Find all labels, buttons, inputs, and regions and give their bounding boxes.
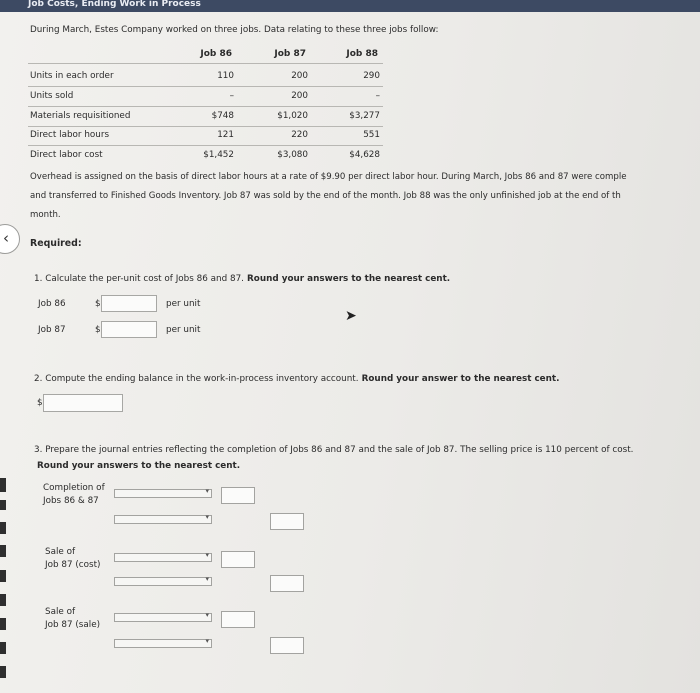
entry1-credit-account-select[interactable]: [114, 515, 212, 524]
chevron-down-icon: ▾: [205, 611, 209, 619]
entry2-credit-amount[interactable]: [270, 575, 304, 592]
entry1-label-2: Jobs 86 & 87: [43, 496, 99, 506]
q1-job87-currency: $: [95, 325, 101, 335]
row-label-materials: Materials requisitioned: [30, 111, 131, 121]
entry2-credit-account-select[interactable]: [114, 577, 212, 586]
chevron-down-icon: ▾: [205, 487, 209, 495]
q3-round-note: Round your answers to the nearest cent.: [37, 461, 241, 471]
cell-materials-87: $1,020: [277, 111, 308, 121]
row-divider: [28, 106, 383, 107]
table-divider: [28, 63, 383, 64]
left-edge-mark: [0, 594, 6, 606]
cell-labor-cost-88: $4,628: [349, 150, 380, 160]
cell-units-sold-86: –: [229, 91, 234, 101]
row-divider: [28, 145, 383, 146]
back-button[interactable]: [0, 224, 20, 254]
row-label-labor-hours: Direct labor hours: [30, 130, 110, 140]
entry3-credit-amount[interactable]: [270, 637, 304, 654]
left-edge-mark: [0, 500, 6, 510]
chevron-down-icon: ▾: [205, 551, 209, 559]
entry2-debit-amount[interactable]: [221, 551, 255, 568]
left-edge-mark: [0, 545, 6, 557]
row-divider: [28, 126, 383, 127]
entry2-debit-account-select[interactable]: [114, 553, 212, 562]
chevron-left-icon: ‹: [3, 229, 9, 247]
col-header-job87: Job 87: [274, 49, 306, 59]
required-heading: Required:: [30, 238, 82, 249]
left-edge-mark: [0, 570, 6, 582]
cell-labor-hours-87: 220: [291, 130, 308, 140]
cell-labor-hours-88: 551: [363, 130, 380, 140]
cell-units-sold-88: –: [375, 91, 380, 101]
intro-text: During March, Estes Company worked on three jobs. Data relating to these three jobs follow:: [30, 25, 439, 35]
q2-prompt: 2. Compute the ending balance in the work-in-process inventory account. Round your answer to the nearest cent.: [34, 374, 560, 384]
job86-per-unit-input[interactable]: [101, 295, 157, 312]
row-divider: [28, 86, 383, 87]
cell-labor-cost-86: $1,452: [203, 150, 234, 160]
row-label-labor-cost: Direct labor cost: [30, 150, 103, 160]
q1-job86-label: Job 86: [38, 299, 66, 309]
left-edge-mark: [0, 478, 6, 492]
q2-currency: $: [37, 398, 43, 408]
q1-job87-suffix: per unit: [166, 325, 201, 335]
cell-units-sold-87: 200: [291, 91, 308, 101]
q1-prompt: 1. Calculate the per-unit cost of Jobs 86 and 87. Round your answers to the nearest cent.: [34, 274, 451, 284]
chevron-down-icon: ▾: [205, 637, 209, 645]
q1-job87-label: Job 87: [38, 325, 66, 335]
entry3-debit-amount[interactable]: [221, 611, 255, 628]
cell-units-order-88: 290: [363, 71, 380, 81]
cell-labor-cost-87: $3,080: [277, 150, 308, 160]
q1-job86-currency: $: [95, 299, 101, 309]
left-edge-mark: [0, 618, 6, 630]
q3-prompt: 3. Prepare the journal entries reflecting the completion of Jobs 86 and 87 and the sale of Job 87. The selling price is 110 percent of cost.: [34, 445, 634, 455]
entry1-label-1: Completion of: [43, 483, 105, 493]
entry2-label-1: Sale of: [45, 547, 76, 557]
cell-materials-88: $3,277: [349, 111, 380, 121]
entry3-debit-account-select[interactable]: [114, 613, 212, 622]
entry1-credit-amount[interactable]: [270, 513, 304, 530]
page-title: Job Costs, Ending Work in Process: [28, 0, 201, 9]
entry1-debit-amount[interactable]: [221, 487, 255, 504]
row-label-units-order: Units in each order: [30, 71, 114, 81]
col-header-job88: Job 88: [346, 49, 378, 59]
entry3-label-2: Job 87 (sale): [45, 620, 101, 630]
entry2-label-2: Job 87 (cost): [45, 560, 101, 570]
cell-units-order-86: 110: [217, 71, 234, 81]
left-edge-mark: [0, 666, 6, 678]
cell-units-order-87: 200: [291, 71, 308, 81]
entry1-debit-account-select[interactable]: [114, 489, 212, 498]
mouse-pointer-icon: ➤: [345, 308, 357, 324]
job87-per-unit-input[interactable]: [101, 321, 157, 338]
chevron-down-icon: ▾: [205, 575, 209, 583]
cell-labor-hours-86: 121: [217, 130, 234, 140]
chevron-down-icon: ▾: [205, 513, 209, 521]
overhead-line-3: month.: [30, 210, 61, 220]
wip-ending-balance-input[interactable]: [43, 394, 123, 412]
col-header-job86: Job 86: [200, 49, 232, 59]
left-edge-mark: [0, 642, 6, 654]
overhead-line-2: and transferred to Finished Goods Inventory. Job 87 was sold by the end of the month. Job 88 was the only unfinished job at the end of th: [30, 191, 621, 201]
cell-materials-86: $748: [211, 111, 234, 121]
row-label-units-sold: Units sold: [30, 91, 74, 101]
entry3-label-1: Sale of: [45, 607, 76, 617]
left-edge-mark: [0, 522, 6, 534]
title-bar: [0, 0, 700, 12]
q1-job86-suffix: per unit: [166, 299, 201, 309]
entry3-credit-account-select[interactable]: [114, 639, 212, 648]
overhead-line-1: Overhead is assigned on the basis of direct labor hours at a rate of $9.90 per direct labor hour. During March, Jobs 86 and 87 were comple: [30, 172, 627, 182]
